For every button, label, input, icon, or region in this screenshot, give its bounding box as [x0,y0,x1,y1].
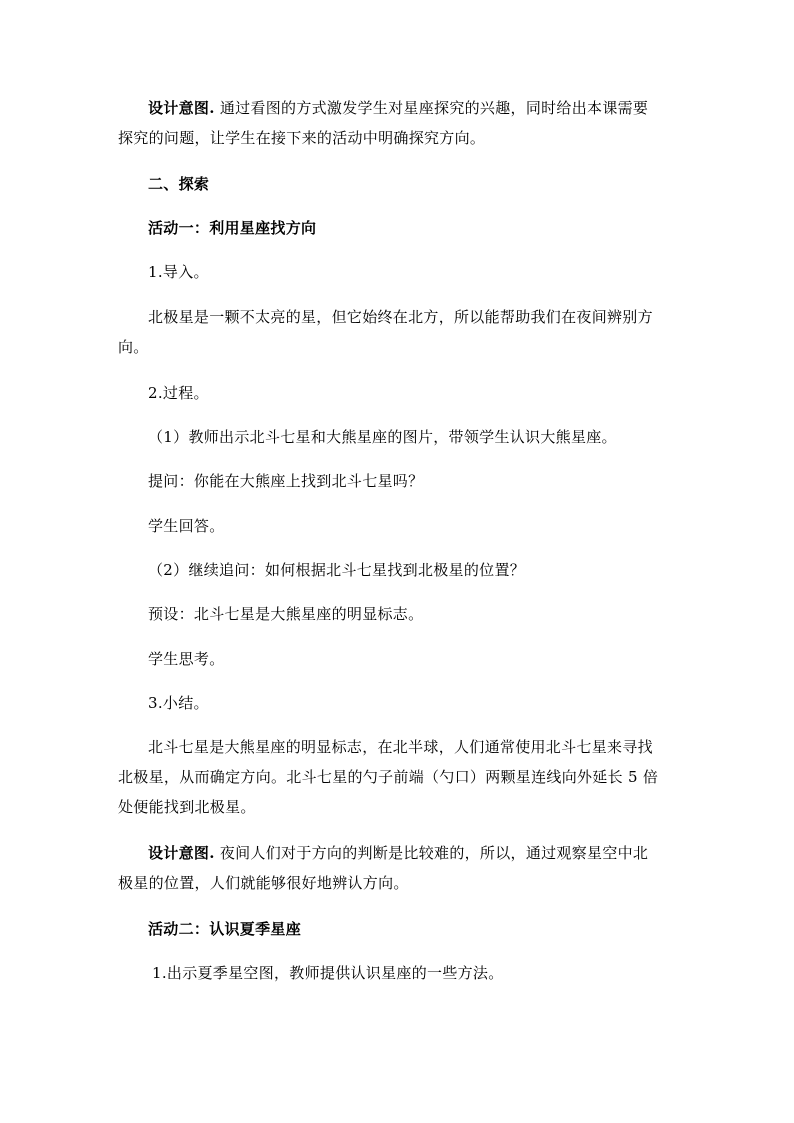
step-title: 1.导入。 [148,263,209,281]
design-intent-paragraph-1: 设计意图. 通过看图的方式激发学生对星座探究的兴趣，同时给出本课需要 [148,99,649,117]
design-intent-paragraph-2: 设计意图. 夜间人们对于方向的判断是比较难的，所以，通过观察星空中北 [148,844,649,862]
section-heading: 二、探索 [148,175,210,193]
paragraph-continuation: 向。 [118,338,149,356]
paragraph-text: 预设：北斗七星是大熊星座的明显标志。 [148,605,424,623]
paragraph-text: 学生回答。 [148,517,225,535]
step-title: 3.小结。 [148,694,209,712]
paragraph-text: 通过看图的方式激发学生对星座探究的兴趣，同时给出本课需要 [219,99,649,117]
paragraph-text: 北斗七星是大熊星座的明显标志，在北半球，人们通常使用北斗七星来寻找 [148,738,653,756]
paragraph-text: 北极星是一颗不太亮的星，但它始终在北方，所以能帮助我们在夜间辨别方 [148,308,653,326]
paragraph-text: 夜间人们对于方向的判断是比较难的，所以，通过观察星空中北 [219,844,649,862]
paragraph-continuation: 探究的问题，让学生在接下来的活动中明确探究方向。 [118,129,486,147]
paragraph-text: 学生思考。 [148,650,225,668]
paragraph-continuation: 处便能找到北极星。 [118,798,256,816]
paragraph-text: 提问：你能在大熊座上找到北斗七星吗？ [148,472,424,490]
paragraph-continuation: 极星的位置，人们就能够很好地辨认方向。 [118,874,409,892]
activity-heading: 活动二：认识夏季星座 [148,920,302,938]
step-title: 1.出示夏季星空图，教师提供认识星座的一些方法。 [152,964,504,982]
step-title: 2.过程。 [148,384,209,402]
design-intent-label: 设计意图 [148,99,210,117]
design-intent-label: 设计意图 [148,844,210,862]
paragraph-text: （2）继续追问：如何根据北斗七星找到北极星的位置？ [148,561,526,579]
paragraph-continuation: 北极星，从而确定方向。北斗七星的勺子前端（勺口）两颗星连线向外延长 5 倍 [118,768,659,786]
activity-heading: 活动一：利用星座找方向 [148,219,317,237]
paragraph-text: （1）教师出示北斗七星和大熊星座的图片，带领学生认识大熊星座。 [148,428,617,446]
